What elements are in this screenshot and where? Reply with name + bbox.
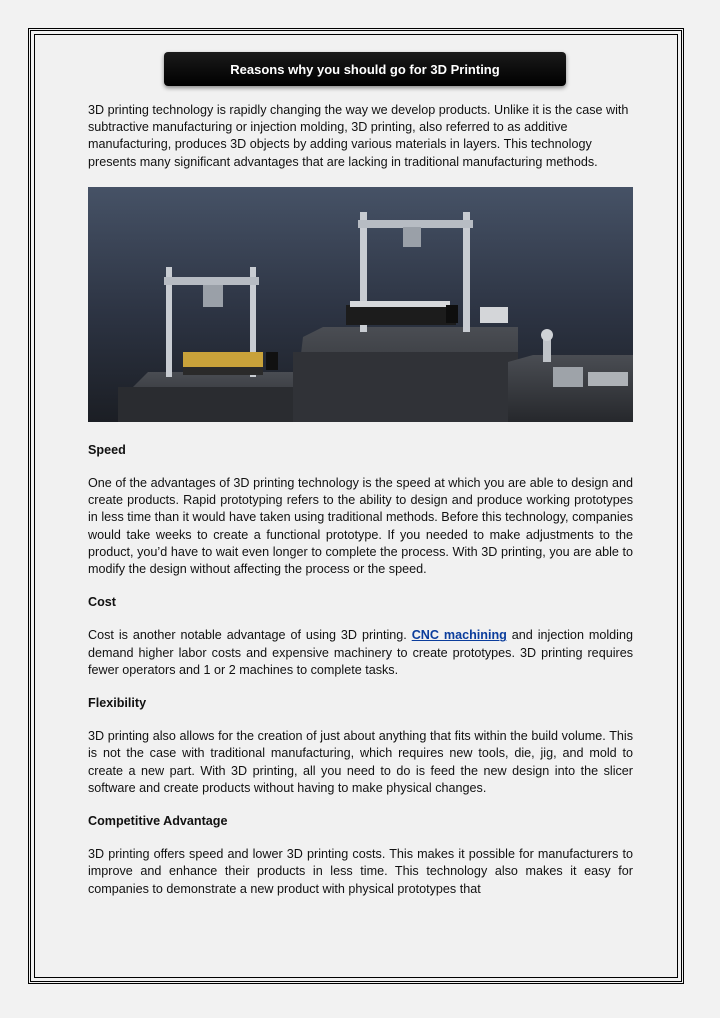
cost-text-after: and injection molding demand higher labor costs and expensive machinery to create prototypes. 3D printing requires fewer operators and 1 or 2 machines to complete tasks.: [88, 628, 633, 677]
section-body-speed: One of the advantages of 3D printing technology is the speed at which you are able to design and create products. Rapid prototyping refers to the ability to design and produce working prototypes in less time than it would have taken using traditional methods. Before this technology, companies would take weeks to create a functional prototype. If you needed to make adjustments to the product, you’d have to wait even longer to complete the process. With 3D printing, you are able to modify the design without affecting the process or the speed.: [88, 476, 633, 577]
section-heading-competitive-advantage: Competitive Advantage: [88, 814, 228, 829]
cost-text-before: Cost is another notable advantage of using 3D printing.: [88, 628, 412, 643]
section-heading-speed: Speed: [88, 442, 126, 457]
intro-paragraph: 3D printing technology is rapidly changing the way we develop products. Unlike it is the case with subtractive manufacturing or injection molding, 3D printing, also referred to as additive manufacturing, produces 3D objects by adding various materials in layers. This technology presents many significant advantages that are lacking in traditional manufacturing methods.: [88, 103, 629, 169]
document-body: [88, 102, 633, 914]
section-body-flexibility: 3D printing also allows for the creation of just about anything that fits within the build volume. This is not the case with traditional manufacturing, which requires new tools, die, jig, and mold to create a new part. With 3D printing, all you need to do is feed the new design into the slicer software and create products without having to make physical changes.: [88, 729, 633, 795]
cnc-machining-link[interactable]: CNC machining: [411, 628, 507, 643]
section-body-competitive-advantage: 3D printing offers speed and lower 3D printing costs. This makes it possible for manufacturers to improve and enhance their products in less time. This technology also makes it easy for companies to demonstrate a new product with physical prototypes that: [88, 847, 633, 896]
page-title: Reasons why you should go for 3D Printing: [164, 52, 566, 86]
printer-photo: [88, 187, 633, 422]
section-heading-flexibility: Flexibility: [88, 696, 147, 711]
printer-illustration: [88, 187, 633, 422]
section-heading-cost: Cost: [88, 595, 116, 610]
section-body-cost: [88, 627, 633, 679]
